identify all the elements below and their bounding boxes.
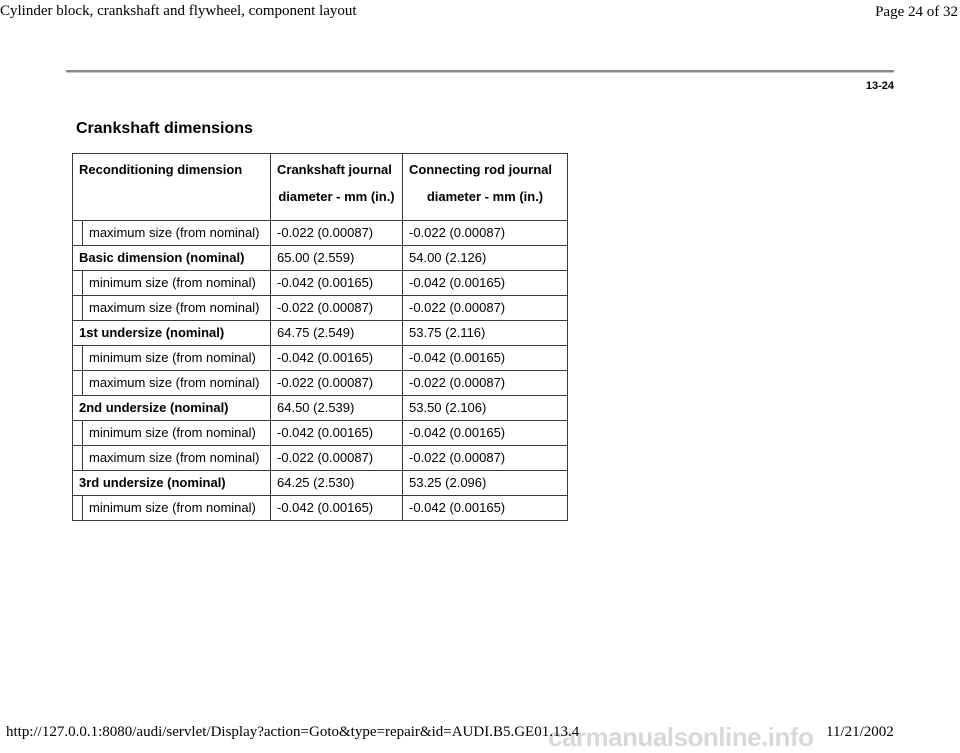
crankshaft-dimensions-table <box>72 153 568 521</box>
connecting-rod-journal-cell: -0.042 (0.00165) <box>403 421 568 446</box>
dimension-name-cell: 1st undersize (nominal) <box>73 321 271 346</box>
header-col2-line2: diameter - mm (in.) <box>278 189 395 204</box>
crankshaft-journal-cell: 64.25 (2.530) <box>271 471 403 496</box>
crankshaft-journal-cell: -0.022 (0.00087) <box>271 221 403 246</box>
tolerance-name-cell: minimum size (from nominal) <box>83 346 271 371</box>
table-row <box>73 471 568 496</box>
table-row <box>73 321 568 346</box>
connecting-rod-journal-cell: 53.75 (2.116) <box>403 321 568 346</box>
crankshaft-journal-cell: 65.00 (2.559) <box>271 246 403 271</box>
table-row <box>73 246 568 271</box>
connecting-rod-journal-cell: -0.042 (0.00165) <box>403 271 568 296</box>
tolerance-name-cell: maximum size (from nominal) <box>83 446 271 471</box>
header-col3-line1: Connecting rod journal <box>409 162 552 177</box>
table-row <box>73 296 568 321</box>
connecting-rod-journal-cell: 53.50 (2.106) <box>403 396 568 421</box>
dimension-name-cell: Basic dimension (nominal) <box>73 246 271 271</box>
indent-cell <box>73 371 83 396</box>
indent-cell <box>73 221 83 246</box>
table-row <box>73 271 568 296</box>
connecting-rod-journal-cell: -0.042 (0.00165) <box>403 346 568 371</box>
table-row <box>73 221 568 246</box>
footer-url: http://127.0.0.1:8080/audi/servlet/Display?action=Goto&type=repair&id=AUDI.B5.GE01.13.4 <box>6 724 580 740</box>
header-crankshaft-journal <box>271 154 403 221</box>
dimension-name-cell: 3rd undersize (nominal) <box>73 471 271 496</box>
indent-cell <box>73 421 83 446</box>
table-row <box>73 396 568 421</box>
tolerance-name-cell: minimum size (from nominal) <box>83 496 271 521</box>
header-col2-line1: Crankshaft journal <box>277 162 392 177</box>
tolerance-name-cell: minimum size (from nominal) <box>83 271 271 296</box>
header-col3-line2: diameter - mm (in.) <box>426 189 544 204</box>
connecting-rod-journal-cell: -0.042 (0.00165) <box>403 496 568 521</box>
header-divider <box>66 70 894 73</box>
table-row <box>73 371 568 396</box>
connecting-rod-journal-cell: 53.25 (2.096) <box>403 471 568 496</box>
table-header-row <box>73 154 568 221</box>
connecting-rod-journal-cell: -0.022 (0.00087) <box>403 296 568 321</box>
table-row <box>73 496 568 521</box>
indent-cell <box>73 271 83 296</box>
indent-cell <box>73 496 83 521</box>
page-indicator: Page 24 of 32 <box>875 4 958 20</box>
connecting-rod-journal-cell: -0.022 (0.00087) <box>403 371 568 396</box>
crankshaft-journal-cell: -0.042 (0.00165) <box>271 421 403 446</box>
indent-cell <box>73 296 83 321</box>
indent-cell <box>73 446 83 471</box>
crankshaft-journal-cell: -0.042 (0.00165) <box>271 346 403 371</box>
section-title: Crankshaft dimensions <box>76 120 253 137</box>
header-connecting-rod-journal <box>403 154 568 221</box>
document-title: Cylinder block, crankshaft and flywheel, component layout <box>0 3 357 19</box>
page-code: 13-24 <box>865 80 894 92</box>
tolerance-name-cell: maximum size (from nominal) <box>83 296 271 321</box>
header-col1-label: Reconditioning dimension <box>79 162 243 177</box>
table-body <box>73 221 568 521</box>
crankshaft-journal-cell: -0.022 (0.00087) <box>271 296 403 321</box>
indent-cell <box>73 346 83 371</box>
crankshaft-journal-cell: -0.022 (0.00087) <box>271 371 403 396</box>
footer-date: 11/21/2002 <box>826 724 894 740</box>
connecting-rod-journal-cell: 54.00 (2.126) <box>403 246 568 271</box>
crankshaft-journal-cell: 64.75 (2.549) <box>271 321 403 346</box>
tolerance-name-cell: minimum size (from nominal) <box>83 421 271 446</box>
connecting-rod-journal-cell: -0.022 (0.00087) <box>403 446 568 471</box>
table-row <box>73 421 568 446</box>
crankshaft-journal-cell: -0.042 (0.00165) <box>271 271 403 296</box>
table-row <box>73 446 568 471</box>
tolerance-name-cell: maximum size (from nominal) <box>83 221 271 246</box>
dimension-name-cell: 2nd undersize (nominal) <box>73 396 271 421</box>
header-reconditioning-dimension <box>73 154 271 221</box>
crankshaft-journal-cell: -0.042 (0.00165) <box>271 496 403 521</box>
crankshaft-journal-cell: 64.50 (2.539) <box>271 396 403 421</box>
watermark: carmanualsonline.info <box>548 722 814 752</box>
connecting-rod-journal-cell: -0.022 (0.00087) <box>403 221 568 246</box>
tolerance-name-cell: maximum size (from nominal) <box>83 371 271 396</box>
crankshaft-journal-cell: -0.022 (0.00087) <box>271 446 403 471</box>
table-row <box>73 346 568 371</box>
